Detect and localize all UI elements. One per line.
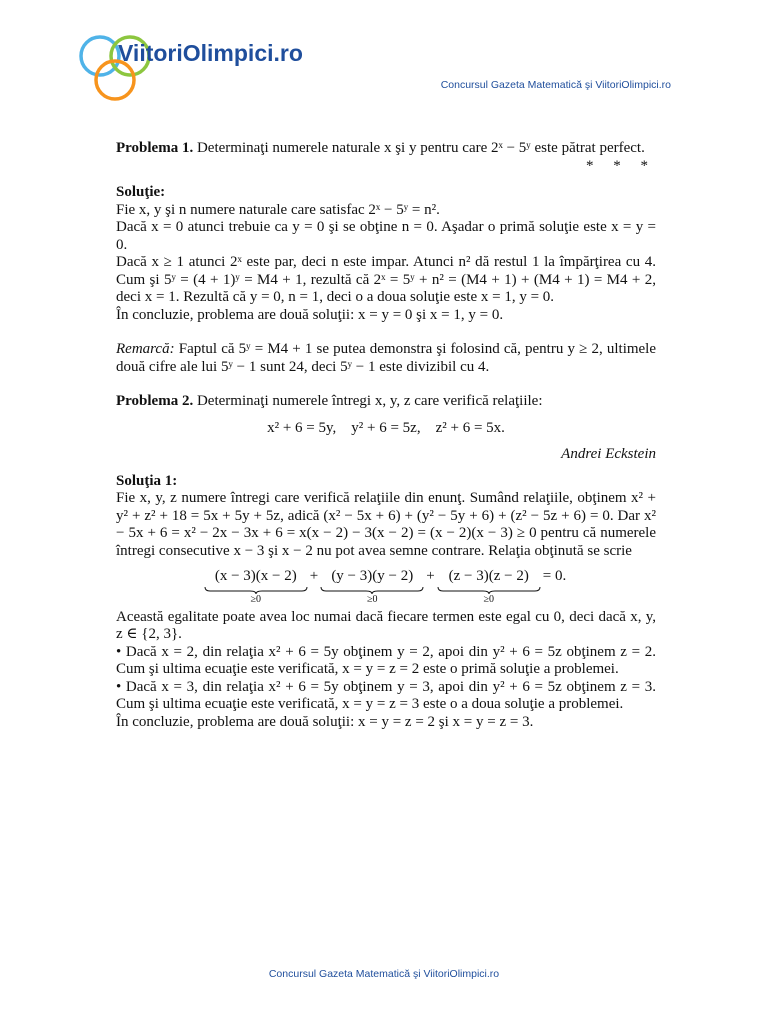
problem-2-statement (116, 393, 656, 411)
paragraph: În concluzie, problema are două soluţii: x = y = 0 şi x = 1, y = 0. (116, 306, 504, 323)
paragraph: Fie x, y, z numere întregi care verifică relaţiile din enunţ. Sumând relaţiile, obţinem x² + y² + z² + 18 = 5x + 5y + 5z, adică (x² − 5x + 6) + (y² − 5y + 6) + (z² − 5z + 6) = 0. Dar x² − 5x + 6 = x² − 2x − 3x + 6 = x(x − 2) − 3(x − 2) = (x − 2)(x − 3) ≥ 0 pentru că numerele întregi consecutive x − 3 şi x − 2 nu pot avea semne contrare. Relaţia obţinută se scrie (116, 490, 656, 559)
brace-term (204, 568, 308, 605)
equation-system: x² + 6 = 5y, y² + 6 = 5z, z² + 6 = 5x. (267, 419, 505, 436)
paragraph: În concluzie, problema are două soluţii: x = y = z = 2 şi x = y = z = 3. (116, 713, 534, 730)
logo-text: ViitoriOlimpici.ro (118, 40, 303, 66)
remark (116, 341, 656, 376)
author-name: Andrei Eckstein (561, 446, 656, 462)
remark-text: Faptul că 5ʸ = M4 + 1 se putea demonstra şi folosind că, pentru y ≥ 2, ultimele două cifre ale lui 5ʸ − 1 sunt 24, deci 5ʸ − 1 este divizibil cu 4. (116, 341, 657, 375)
brace-equation (116, 568, 656, 605)
paragraph: Fie x, y şi n numere naturale care satisfac 2ˣ − 5ʸ = n². (116, 201, 440, 218)
brace-label: ≥0 (367, 593, 378, 605)
solution-1-title: Soluţie: (116, 184, 166, 200)
remark-label: Remarcă: (116, 341, 175, 357)
paragraph: • Dacă x = 3, din relaţia x² + 6 = 5y obţinem y = 3, apoi din y² + 6 = 5z obţinem z = 3. Cum şi ultima ecuaţie este verificată, x = y = z = 3 este o a doua soluţie a problemei. (116, 678, 656, 712)
equals-zero: = 0. (542, 568, 567, 584)
paragraph: • Dacă x = 2, din relaţia x² + 6 = 5y obţinem y = 2, apoi din y² + 6 = 5z obţinem z = 2. Cum şi ultima ecuaţie este verificată, x = y = z = 2 este o primă soluţie a problemei. (116, 643, 656, 677)
brace-label: ≥0 (250, 593, 262, 605)
brace-term-text: (x − 3)(x − 2) (214, 568, 297, 584)
header-contest-title: Concursul Gazeta Matematică şi ViitoriOlimpici.ro (440, 79, 671, 91)
plus-sign: + (426, 568, 435, 584)
brace-term-text: (z − 3)(z − 2) (448, 568, 529, 584)
brace-term (437, 568, 541, 605)
problem-2-label: Problema 2. (116, 393, 194, 409)
brace-term-text: (y − 3)(y − 2) (331, 568, 414, 584)
brace-term (320, 568, 424, 605)
footer-contest-title: Concursul Gazeta Matematică şi ViitoriOlimpici.ro (268, 968, 500, 980)
paragraph: Dacă x = 0 atunci trebuie ca y = 0 şi se obţine n = 0. Aşadar o primă soluţie este x = y = 0. (116, 219, 656, 253)
brace-label: ≥0 (483, 593, 494, 605)
problem-2-text: Determinaţi numerele întregi x, y, z care verifică relaţiile: (196, 393, 543, 409)
paragraph: Această egalitate poate avea loc numai dacă fiecare termen este egal cu 0, deci dacă x, y, z ∈ {2, 3}. (116, 608, 656, 642)
separator-stars: * * * (586, 157, 656, 174)
document-body (116, 140, 656, 731)
plus-sign: + (309, 568, 319, 584)
problem-1-label: Problema 1. (116, 140, 194, 156)
paragraph: Dacă x ≥ 1 atunci 2ˣ este par, deci n este impar. Atunci n² dă restul 1 la împărţirea cu 4. Cum şi 5ʸ = (4 + 1)ʸ = M4 + 1, rezultă că 2ˣ = 5ʸ + n² = (M4 + 1) + (M4 + 1) = M4 + 2, deci x = 1. Rezultă că y = 0, n = 1, deci o a doua soluţie este x = 1, y = 0. (116, 254, 656, 305)
problem-1-statement (116, 140, 656, 158)
problem-1-text: Determinaţi numerele naturale x şi y pentru care 2ˣ − 5ʸ este pătrat perfect. (196, 140, 645, 156)
solution-2-title: Soluţia 1: (116, 472, 178, 489)
